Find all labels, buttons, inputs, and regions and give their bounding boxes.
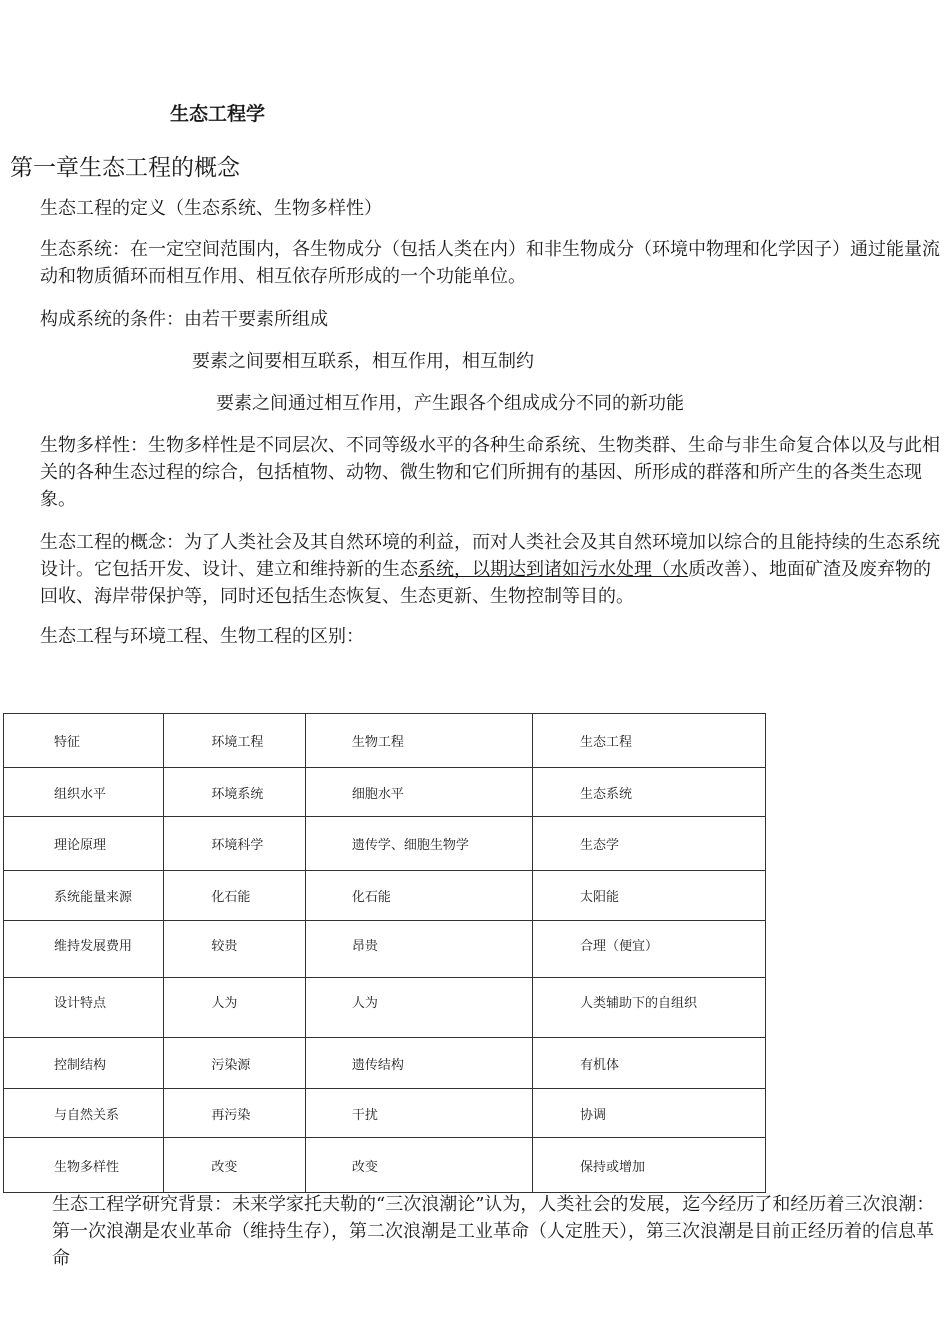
table-cell: 系统能量来源 <box>4 871 164 921</box>
table-row <box>4 817 766 871</box>
table-cell: 化石能 <box>164 871 306 921</box>
table-cell: 环境科学 <box>164 817 306 871</box>
table-cell: 有机体 <box>532 1038 765 1089</box>
condition-line-2: 要素之间要相互联系，相互作用，相互制约 <box>192 351 534 372</box>
condition-line-3: 要素之间通过相互作用，产生跟各个组成成分不同的新功能 <box>216 393 684 414</box>
definition-heading: 生态工程的定义（生态系统、生物多样性） <box>40 198 382 219</box>
table-row <box>4 921 766 978</box>
table-cell: 较贵 <box>164 921 306 978</box>
table-cell: 化石能 <box>305 871 532 921</box>
table-cell: 维持发展费用 <box>4 921 164 978</box>
table-cell: 生态工程 <box>532 714 765 768</box>
table-row <box>4 1089 766 1138</box>
table-cell: 环境系统 <box>164 768 306 817</box>
table-cell: 污染源 <box>164 1038 306 1089</box>
table-row <box>4 768 766 817</box>
table-cell: 太阳能 <box>532 871 765 921</box>
table-cell: 生物工程 <box>305 714 532 768</box>
table-row <box>4 978 766 1038</box>
table-cell: 生态系统 <box>532 768 765 817</box>
table-cell: 合理（便宜） <box>532 921 765 978</box>
table-row <box>4 871 766 921</box>
table-cell: 改变 <box>305 1138 532 1193</box>
table-cell: 再污染 <box>164 1089 306 1138</box>
difference-heading: 生态工程与环境工程、生物工程的区别： <box>40 626 364 647</box>
comparison-table <box>3 713 766 1193</box>
table-cell: 控制结构 <box>4 1038 164 1089</box>
table-cell: 细胞水平 <box>305 768 532 817</box>
table-cell: 人为 <box>305 978 532 1038</box>
table-cell: 遗传结构 <box>305 1038 532 1089</box>
concept-paragraph <box>40 529 948 610</box>
table-cell: 与自然关系 <box>4 1089 164 1138</box>
background-paragraph: 生态工程学研究背景：未来学家托夫勒的“三次浪潮论”认为，人类社会的发展，迄今经历了和经历着三次浪潮：第一次浪潮是农业革命（维持生存），第二次浪潮是工业革命（人定胜天），第三次浪潮是目前正经历着的信息革命 <box>52 1194 935 1269</box>
table-header-row <box>4 714 766 768</box>
table-cell: 生态学 <box>532 817 765 871</box>
table-cell: 特征 <box>4 714 164 768</box>
ecosystem-paragraph: 生态系统：在一定空间范围内，各生物成分（包括人类在内）和非生物成分（环境中物理和化学因子）通过能量流动和物质循环而相互作用、相互依存所形成的一个功能单位。 <box>40 239 940 287</box>
table-row <box>4 1038 766 1089</box>
table-cell: 保持或增加 <box>532 1138 765 1193</box>
concept-text-1: 生态工程的概念：为了人类社会及其自然环境的利益，而对人类社会及其自然环境加以综合的且能持续的生态系统设计。它包括开发、设计、建立和维持新的生态 <box>40 532 940 580</box>
biodiversity-paragraph: 生物多样性：生物多样性是不同层次、不同等级水平的各种生命系统、生物类群、生命与非生命复合体以及与此相关的各种生态过程的综合，包括植物、动物、微生物和它们所拥有的基因、所形成的群落和所产生的各类生态现象。 <box>40 435 940 510</box>
table-cell: 生物多样性 <box>4 1138 164 1193</box>
table-cell: 昂贵 <box>305 921 532 978</box>
table-cell: 改变 <box>164 1138 306 1193</box>
table-cell: 组织水平 <box>4 768 164 817</box>
table-cell: 干扰 <box>305 1089 532 1138</box>
table-cell: 理论原理 <box>4 817 164 871</box>
table-cell: 设计特点 <box>4 978 164 1038</box>
table-cell: 环境工程 <box>164 714 306 768</box>
concept-text-2: 质改善）、地面矿渣及废弃物的回收、海岸带保护等，同时还包括生态恢复、生态更新、生物控制等目的。 <box>40 559 931 607</box>
table-cell: 遗传学、细胞生物学 <box>305 817 532 871</box>
table-cell: 人为 <box>164 978 306 1038</box>
system-conditions-paragraph: 构成系统的条件：由若干要素所组成 <box>40 309 328 330</box>
chapter-heading: 第一章生态工程的概念 <box>10 155 240 181</box>
document-title: 生态工程学 <box>170 103 266 125</box>
table-row <box>4 1138 766 1193</box>
table-cell: 协调 <box>532 1089 765 1138</box>
concept-underlined-text: 系统，以期达到诸如污水处理（水 <box>418 559 688 580</box>
table-cell: 人类辅助下的自组织 <box>532 978 765 1038</box>
